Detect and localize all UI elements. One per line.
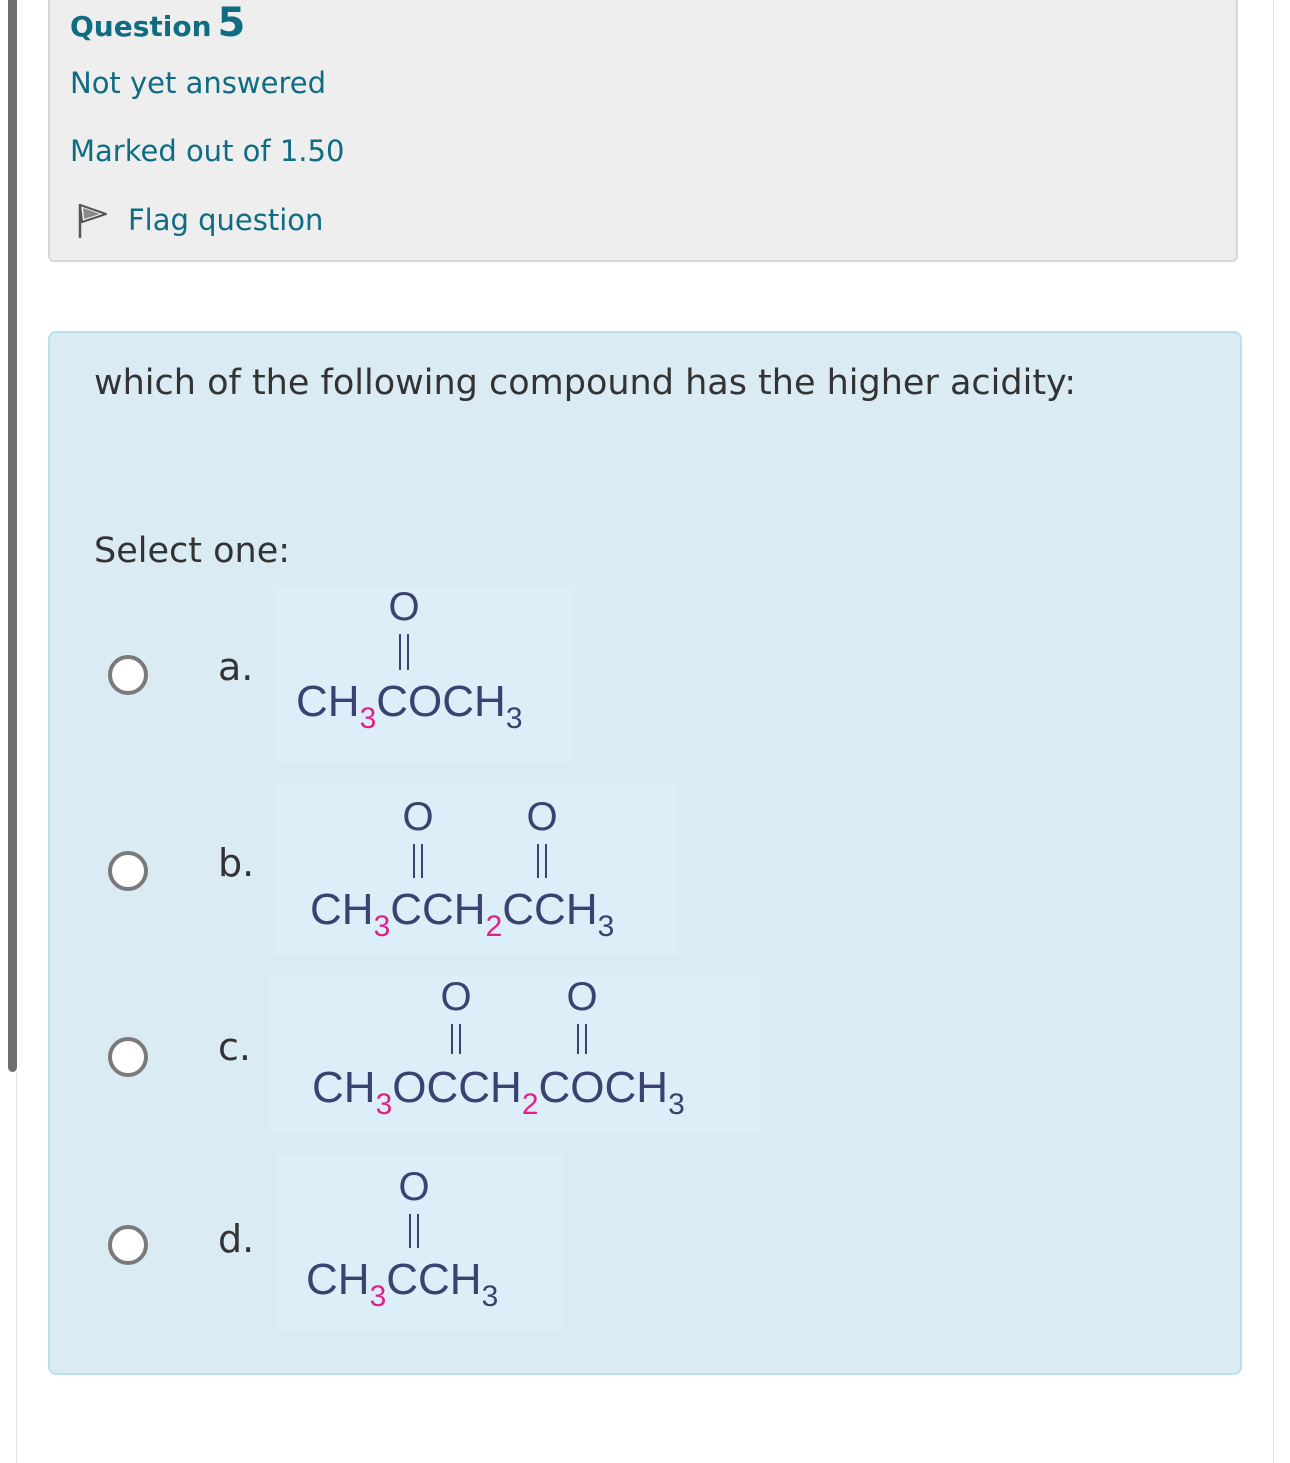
question-title [70,0,245,46]
svg-text:CH3CCH3: $CH_3CCH_3$ [306,1255,499,1313]
flag-question-label: Flag question [128,203,324,237]
left-nav-rail [8,0,17,1072]
option-a-radio[interactable] [108,655,148,695]
right-divider [1273,0,1274,1463]
question-text: which of the following compound has the higher acidity: [94,363,1077,403]
option-d-structure[interactable] [276,1154,564,1330]
answer-prompt: Select one: [94,531,291,571]
svg-text:O: O [388,586,420,629]
svg-text:CH3CCH2CCH3: $CH_3CCH_2CCH_3$ [310,885,615,943]
option-c-letter: c. [218,1025,251,1069]
svg-text:O: O [566,976,598,1019]
svg-text:O: O [526,795,558,839]
svg-text:CH3COCH3: $CH_3COCH_3$ [296,677,523,735]
option-b-letter: b. [218,841,255,885]
option-c-structure[interactable] [270,976,760,1134]
option-a-letter: a. [218,645,254,689]
question-info-panel [48,0,1238,262]
svg-text:O: O [440,976,472,1019]
flag-question-link[interactable] [74,200,323,240]
option-b-radio[interactable] [108,851,148,891]
flag-icon [74,200,110,240]
option-d-letter: d. [218,1217,255,1261]
question-label: Question [70,10,212,43]
option-a-formula-image [274,586,574,762]
svg-text:O: O [398,1165,430,1209]
question-number: 5 [217,0,246,46]
option-c-radio[interactable] [108,1037,148,1077]
question-grade: Marked out of 1.50 [70,134,345,168]
question-state: Not yet answered [70,66,326,100]
question-content [48,331,1242,1375]
option-d-formula-image [276,1154,564,1330]
option-d-radio[interactable] [108,1225,148,1265]
option-b-formula-image [274,784,678,956]
left-divider [16,1072,17,1463]
svg-text:O: O [402,795,434,839]
svg-text:CH3OCCH2COCH3: $CH_3OCCH_2COCH_3$ [312,1063,685,1121]
option-a-structure[interactable] [274,586,574,762]
option-c-formula-image [270,976,760,1134]
option-b-structure[interactable] [274,784,678,956]
